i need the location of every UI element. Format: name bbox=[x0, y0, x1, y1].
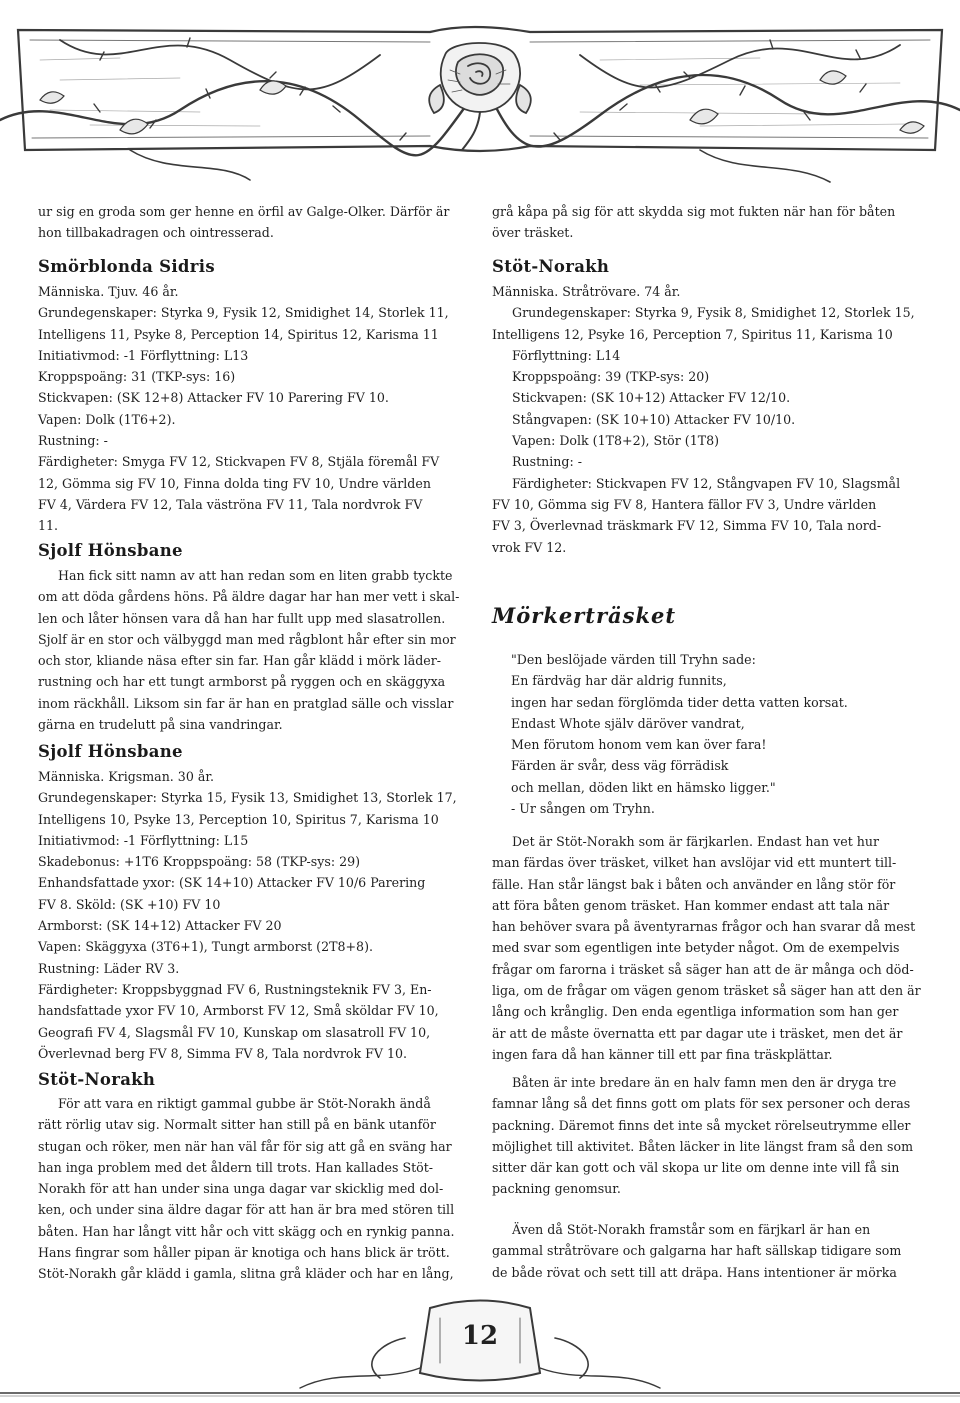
sjolf-stat-block: Människa. Krigsman. 30 år. Grundegenskaper: Styrka 15, Fysik 13, Smidighet 13, Storlek 17, Intelligens 10, Psyke 13, Perception 10, Spiritus 7, Karisma 10 Initiativmod: -1 Förflyttning: L15 Skadebonus: +1T6 Kroppspoäng: 58 (TKP-sys: 29) Enhandsfattade yxor: (SK 14+10) Attacker FV 10/6 Parering FV 8. Sköld: (SK +10) FV 10 Armborst: (SK 14+12) Attacker FV 20 Vapen: Skäggyxa (3T6+1), Tungt armborst (2T8+8). Rustning: Läder RV 3. Färdigheter: Kroppsbyggnad FV 6, Rustningsteknik FV 3, En- handsfattade yxor FV 10, Armborst FV 12, Små sköldar FV 10, Geografi FV 4, Slagsmål FV 10, Kunskap om slasatroll FV 10, Överlevnad berg FV 8, Simma FV 8, Tala nordvrok FV 10. bbox=[38, 769, 457, 1061]
heading-sjolf-honsbane-stats: Sjolf Hönsbane bbox=[38, 742, 183, 761]
boat-paragraph: Båten är inte bredare än en halv famn men den är dryga tre famnar lång så det finns gott om plats för sex personer och deras packning. Däremot finns det inte så mycket rörelseutrymme eller möjlighet till aktivitet. Båten läcker in lite längst fram så den som sitter där kan gott och väl skopa ur lite om denne inte vill få sin packning genomsur. bbox=[492, 1075, 914, 1197]
heading-stot-norakh-stats: Stöt-Norakh bbox=[492, 257, 610, 276]
heading-sjolf-honsbane: Sjolf Hönsbane bbox=[38, 541, 183, 560]
sidris-stat-block: Människa. Tjuv. 46 år. Grundegenskaper: Styrka 9, Fysik 12, Smidighet 14, Storlek 11, Intelligens 11, Psyke 8, Perception 14, Spiritus 12, Karisma 11 Initiativmod: -1 Förflyttning: L13 Kroppspoäng: 31 (TKP-sys: 16) Stickvapen: (SK 12+8) Attacker FV 10 Parering FV 10. Vapen: Dolk (1T6+2). Rustning: - Färdigheter: Smyga FV 12, Stickvapen FV 8, Stjäla föremål FV 12, Gömma sig FV 10, Finna dolda ting FV 10, Undre världen FV 4, Värdera FV 12, Tala väströna FV 11, Tala nordvrok FV 11. bbox=[38, 284, 449, 534]
intentions-paragraph: Även då Stöt-Norakh framstår som en färjkarl är han en gammal stråtrövare och galgarna har haft sällskap tidigare som de både rövat och sett till att dräpa. Hans intentioner är mörka bbox=[492, 1222, 902, 1280]
page-number: 12 bbox=[461, 1321, 499, 1351]
heading-smorblonda-sidris: Smörblonda Sidris bbox=[38, 257, 215, 276]
heading-stot-norakh: Stöt-Norakh bbox=[38, 1070, 156, 1089]
stot-norakh-description: För att vara en riktigt gammal gubbe är Stöt-Norakh ändå rätt rörlig utav sig. Normalt sitter han still på en bänk utanför stugan och röker, men när han väl får för sig att gå en sväng har han inga problem med det åldern till trots. Han kallades Stöt- Norakh för att han under sina unga dagar var skicklig med dol- ken, och under sina äldre dagar för att han är bra med stören till båten. Han har långt vitt hår och vitt skägg och en rynkig panna. Hans fingrar som håller pipan är knotiga och hans blick är trött. Stöt-Norakh går klädd i gamla, slitna grå kläder och har en lång, bbox=[38, 1096, 455, 1282]
section-title-morkertrasket: Mörkerträsket bbox=[492, 603, 677, 628]
sjolf-description: Han fick sitt namn av att han redan som en liten grabb tyckte om att döda gårdens höns. På äldre dagar har han mer vett i skal- len och låter hönsen vara då han har fullt upp med slasatrollen. Sjolf är en stor och välbyggd man med rågblont hår efter sin mor och stor, kliande näsa efter sin far. Han går klädd i mörk läder- rustning och har ett tungt armborst på ryggen och en skäggyxa inom räckhåll. Liksom sin far är han en pratglad sälle och visslar gärna en trudelutt på sina vandringar. bbox=[38, 568, 460, 733]
rose-vine-banner bbox=[0, 0, 960, 190]
tryhn-poem: "Den beslöjade värden till Tryhn sade: En färdväg har där aldrig funnits, ingen har sedan förglömda tider detta vatten korsat. Endast Whote själv däröver vandrat, Men förutom honom vem kan över fara! Färden är svår, dess väg förrädisk och mellan, döden likt en hämsko ligger." - Ur sången om Tryhn. bbox=[511, 652, 848, 817]
stot-norakh-stat-block: Människa. Stråtrövare. 74 år. Grundegenskaper: Styrka 9, Fysik 8, Smidighet 12, Storlek 15, Intelligens 12, Psyke 16, Perception 7, Spiritus 11, Karisma 10 Förflyttning: L14 Kroppspoäng: 39 (TKP-sys: 20) Stickvapen: (SK 10+12) Attacker FV 12/10. Stångvapen: (SK 10+10) Attacker FV 10/10. Vapen: Dolk (1T8+2), Stör (1T8) Rustning: - Färdigheter: Stickvapen FV 12, Stångvapen FV 10, Slagsmål FV 10, Gömma sig FV 8, Hantera fällor FV 3, Undre världen FV 3, Överlevnad träskmark FV 12, Simma FV 10, Tala nord- vrok FV 12. bbox=[492, 284, 915, 555]
continuation-text: grå kåpa på sig för att skydda sig mot fukten när han för båten över träsket. bbox=[492, 204, 896, 241]
intro-continuation: ur sig en groda som ger henne en örfil av Galge-Olker. Därför är hon tillbakadragen och ointresserad. bbox=[38, 204, 450, 241]
ferryman-paragraph: Det är Stöt-Norakh som är färjkarlen. Endast han vet hur man färdas över träsket, vilket han avslöjar vid ett muntert till- fälle. Han står längst bak i båten och använder en lång stör för att föra båten genom träsket. Han kommer endast att tala när han behöver svara på äventyrarnas frågor och han svarar då mest med svar som egentligen inte betyder något. Om de exempelvis frågar om farorna i träsket så säger han att de är många och död- liga, om de frågar om vägen genom träsket så säger han att den är lång och krånglig. Den enda egentliga information som han ger är att de måste övernatta ett par dagar ute i träsket, men det är ingen fara då han känner till ett par fina träskplättar. bbox=[492, 834, 921, 1062]
